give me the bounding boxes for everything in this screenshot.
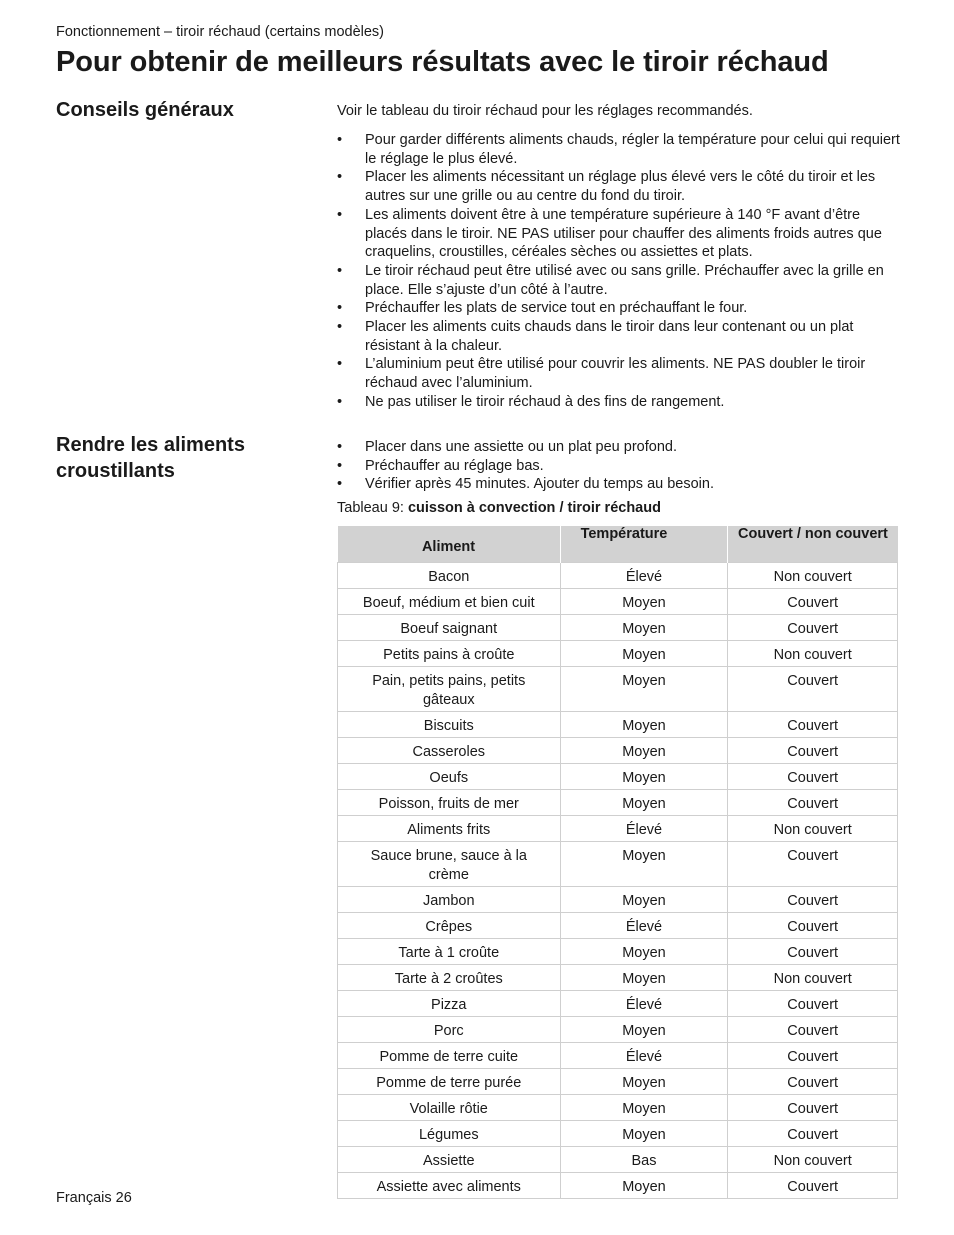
table-row: Jambon Moyen Couvert (338, 887, 898, 913)
list-item: • Placer les aliments cuits chauds dans le tiroir dans leur contenant ou un plat résistant à la chaleur. (337, 319, 854, 354)
running-header: Fonctionnement – tiroir réchaud (certains modèles) (56, 24, 385, 40)
list-item: • Les aliments doivent être à une température supérieure à 140 °F avant d’être placés dans le tiroir. NE PAS utiliser pour chauffer des aliments froids autres que craquelins, croustilles, céréales sèches ou assiettes et plats. (337, 206, 882, 261)
bullet-glyph: • (337, 169, 343, 186)
col-header-food: Aliment (338, 526, 561, 563)
bullet-glyph: • (337, 132, 343, 148)
table-row: Oeufs Moyen Couvert (338, 764, 898, 790)
table-row: Tarte à 2 croûtes Moyen Non couvert (338, 965, 898, 991)
table-row: Porc Moyen Couvert (338, 1017, 898, 1043)
crispy-tips-list (337, 438, 902, 494)
table-header-row (338, 526, 898, 563)
warming-drawer-table (337, 526, 898, 1199)
section-heading-general: Conseils généraux (56, 99, 234, 121)
col-header-covered: Couvert / non couvert (728, 526, 898, 563)
table-row: Boeuf, médium et bien cuit Moyen Couvert (338, 589, 898, 615)
table-row: Bacon Élevé Non couvert (338, 563, 898, 589)
list-item: • Préchauffer au réglage bas. (337, 457, 544, 474)
list-item: • Préchauffer les plats de service tout en préchauffant le four. (337, 300, 748, 317)
list-item: • Pour garder différents aliments chauds, régler la température pour celui qui requiert le réglage le plus élevé. (337, 132, 900, 167)
table-row: Assiette avec aliments Moyen Couvert (338, 1173, 898, 1199)
list-item: • Vérifier après 45 minutes. Ajouter du temps au besoin. (337, 476, 714, 493)
list-item: • Placer les aliments nécessitant un réglage plus élevé vers le côté du tiroir et les autres sur une grille ou au centre du fond du tiroir. (337, 169, 876, 205)
table-row: Petits pains à croûte Moyen Non couvert (338, 641, 898, 667)
intro-text: Voir le tableau du tiroir réchaud pour les réglages recommandés. (337, 103, 753, 119)
table-row: Sauce brune, sauce à la crème Moyen Couvert (338, 842, 898, 887)
list-item: • Placer dans une assiette ou un plat peu profond. (337, 439, 677, 455)
table-caption: Tableau 9: cuisson à convection / tiroir réchaud (337, 500, 661, 516)
general-tips-list (337, 131, 902, 412)
table-row: Pomme de terre cuite Élevé Couvert (338, 1043, 898, 1069)
bullet-glyph: • (337, 439, 343, 455)
bullet-glyph: • (337, 476, 343, 493)
list-item: • Le tiroir réchaud peut être utilisé avec ou sans grille. Préchauffer avec la grille en place. Elle s’ajuste d’un côté à l’autre. (337, 262, 884, 298)
bullet-glyph: • (337, 206, 343, 223)
table-row: Pomme de terre purée Moyen Couvert (338, 1069, 898, 1095)
col-header-temperature: Température (560, 526, 728, 563)
table-row: Pizza Élevé Couvert (338, 991, 898, 1017)
table-row: Boeuf saignant Moyen Couvert (338, 615, 898, 641)
table-row: Casseroles Moyen Couvert (338, 738, 898, 764)
table-row: Volaille rôtie Moyen Couvert (338, 1095, 898, 1121)
table-row: Tarte à 1 croûte Moyen Couvert (338, 939, 898, 965)
table-row: Pain, petits pains, petits gâteaux Moyen Couvert (338, 667, 898, 712)
section-heading-crispy: Rendre les aliments croustillants (56, 434, 245, 482)
bullet-glyph: • (337, 393, 343, 410)
bullet-glyph: • (337, 300, 343, 317)
table-row: Poisson, fruits de mer Moyen Couvert (338, 790, 898, 816)
bullet-glyph: • (337, 356, 343, 373)
bullet-glyph: • (337, 319, 343, 336)
list-item: • L’aluminium peut être utilisé pour couvrir les aliments. NE PAS doubler le tiroir réchaud avec l’aluminium. (337, 356, 866, 392)
table-row: Crêpes Élevé Couvert (338, 913, 898, 939)
table-row: Biscuits Moyen Couvert (338, 712, 898, 738)
page-footer: Français 26 (56, 1190, 132, 1206)
table-row: Assiette Bas Non couvert (338, 1147, 898, 1173)
bullet-glyph: • (337, 457, 343, 474)
list-item: • Ne pas utiliser le tiroir réchaud à des fins de rangement. (337, 393, 725, 410)
table-row: Aliments frits Élevé Non couvert (338, 816, 898, 842)
page-title: Pour obtenir de meilleurs résultats avec le tiroir réchaud (56, 46, 829, 78)
bullet-glyph: • (337, 262, 343, 279)
table-row: Légumes Moyen Couvert (338, 1121, 898, 1147)
